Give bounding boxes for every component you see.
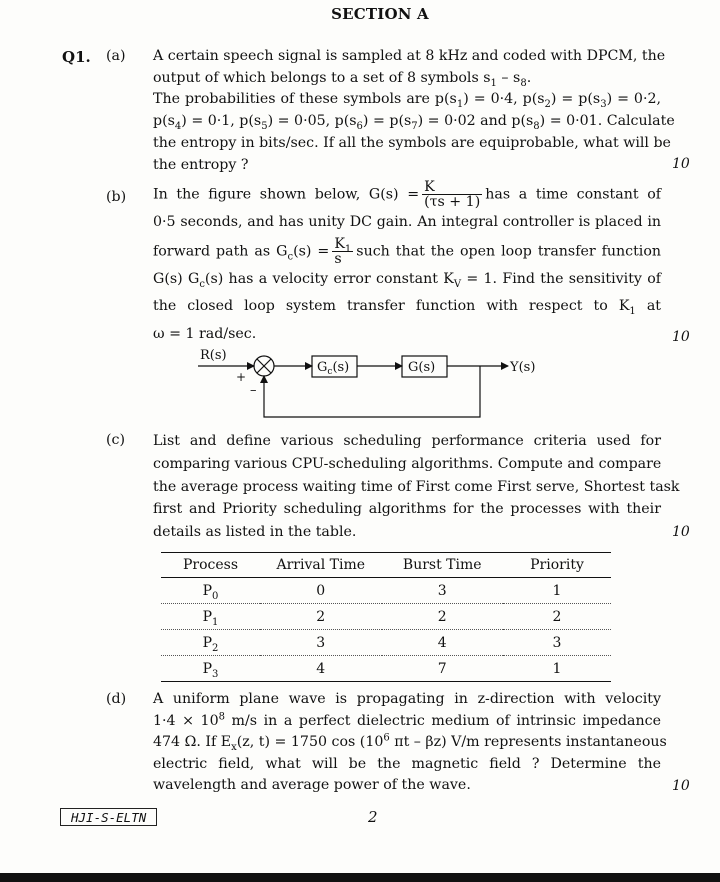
part-c-line-3: the average process waiting time of First come First serve, Shortest task xyxy=(153,478,680,495)
part-b-text xyxy=(153,180,661,348)
fraction-g-of-s: $\frac{K}{(\tau s + 1)}$ xyxy=(424,179,481,210)
part-b-label: (b) xyxy=(106,189,127,205)
minus-sign: – xyxy=(250,383,257,398)
cell-burst: 2 xyxy=(382,604,504,630)
plant-label: G(s) xyxy=(408,360,436,375)
part-d-line-4: electric field, what will be the magnetic field ? Determine the xyxy=(153,755,661,772)
summing-junction xyxy=(254,356,274,376)
cell-priority: 1 xyxy=(503,656,611,682)
cell-process: $P_3$ xyxy=(161,656,260,682)
part-c-label: (c) xyxy=(106,432,126,448)
cell-priority: 1 xyxy=(503,578,611,604)
bottom-edge-bar xyxy=(0,873,720,882)
cell-burst: 4 xyxy=(382,630,504,656)
part-a-label: (a) xyxy=(106,48,126,64)
cell-process: $P_0$ xyxy=(161,578,260,604)
cell-arrival: 3 xyxy=(260,630,382,656)
feedback-path xyxy=(264,366,480,417)
part-d-line-5: wavelength and average power of the wave. xyxy=(153,777,471,794)
part-c-text xyxy=(153,430,680,544)
part-c-marks: 10 xyxy=(672,524,690,540)
block-diagram xyxy=(150,344,570,424)
table-header-row xyxy=(161,553,611,578)
part-a-line-1: A certain speech signal is sampled at 8 kHz and coded with DPCM, the xyxy=(153,48,666,64)
part-c-line-5: details as listed in the table. xyxy=(153,524,357,541)
page-number: 2 xyxy=(368,808,378,826)
part-a-line-5: the entropy in bits/sec. If all the symbols are equiprobable, what will be xyxy=(153,134,671,151)
part-d-line-3: 474 Ω. If $E_x(z$, t) = 1750 $\cos (10^6$ πt – βz) V/m represents instantaneous xyxy=(153,732,667,754)
part-c-line-2: comparing various CPU-scheduling algorithms. Compute and compare xyxy=(153,455,662,472)
header-process: Process xyxy=(161,553,260,578)
part-a-text xyxy=(153,46,675,176)
cell-priority: 3 xyxy=(503,630,611,656)
process-table xyxy=(161,552,611,682)
fraction-gc-of-s: $\frac{K_1}{s}$ xyxy=(334,235,352,267)
cell-priority: 2 xyxy=(503,604,611,630)
part-b-line-5: the closed loop system transfer function with respect to $K_1$ at xyxy=(153,298,662,317)
cell-arrival: 2 xyxy=(260,604,382,630)
cell-arrival: 0 xyxy=(260,578,382,604)
cell-process: $P_2$ xyxy=(161,630,260,656)
cell-burst: 3 xyxy=(382,578,504,604)
controller-label: $G_c(s)$ xyxy=(317,360,350,377)
part-b-line-6: ω = 1 rad/sec. xyxy=(153,325,257,342)
part-d-text xyxy=(153,689,667,797)
header-arrival-time: Arrival Time xyxy=(260,553,382,578)
part-c-line-1: List and define various scheduling performance criteria used for xyxy=(153,433,661,449)
table-row xyxy=(161,630,611,656)
part-b-line-2: 0·5 seconds, and has unity DC gain. An integral controller is placed in xyxy=(153,214,661,230)
plus-sign: + xyxy=(236,370,247,384)
table-row xyxy=(161,604,611,630)
question-number: Q1. xyxy=(62,48,91,66)
section-title: SECTION A xyxy=(331,5,429,23)
cell-process: $P_1$ xyxy=(161,604,260,630)
part-b-line-1: In the figure shown below, G(s) = $\frac{K}{(\tau s + 1)}$ has a time constant of xyxy=(153,179,661,210)
output-label: Y(s) xyxy=(510,360,536,375)
part-a-line-6: the entropy ? xyxy=(153,156,249,173)
part-d-marks: 10 xyxy=(672,778,690,794)
part-d-line-2: $1\cdot 4 \times 10^8$ m/s in a perfect dielectric medium of intrinsic impedance xyxy=(153,710,661,729)
header-burst-time: Burst Time xyxy=(382,553,504,578)
cell-burst: 7 xyxy=(382,656,504,682)
part-a-marks: 10 xyxy=(672,156,690,172)
input-label: R(s) xyxy=(200,348,227,363)
part-b-line-4: G(s) $G_c(s)$ has a velocity error constant $K_V = 1$. Find the sensitivity of xyxy=(153,270,661,290)
part-a-line-3: The probabilities of these symbols are $p(s_1) = 0\cdot 4$, $p(s_2) = p(s_3) = 0\cdot 2$, xyxy=(153,91,662,111)
part-b-line-3: forward path as $G_c(s)$ = $\frac{K_1}{s}$ such that the open loop transfer function xyxy=(153,235,661,267)
part-a-line-4: $p(s_4) = 0\cdot 1$, $p(s_5) = 0\cdot 05$, $p(s_6) = p(s_7) = 0\cdot 02$ and $p(s_8) = 0\cdot 01$. Calculate xyxy=(153,113,675,132)
header-priority: Priority xyxy=(503,553,611,578)
part-d-label: (d) xyxy=(106,691,127,707)
paper-code-box: HJI-S-ELTN xyxy=(60,808,157,826)
part-a-line-2: output of which belongs to a set of 8 symbols $s_1 - s_8$. xyxy=(153,69,532,89)
cell-arrival: 4 xyxy=(260,656,382,682)
table-row xyxy=(161,656,611,682)
part-d-line-1: A uniform plane wave is propagating in z-direction with velocity xyxy=(153,691,661,707)
table-row xyxy=(161,578,611,604)
part-b-marks: 10 xyxy=(672,329,690,345)
part-c-line-4: first and Priority scheduling algorithms for the processes with their xyxy=(153,501,661,518)
